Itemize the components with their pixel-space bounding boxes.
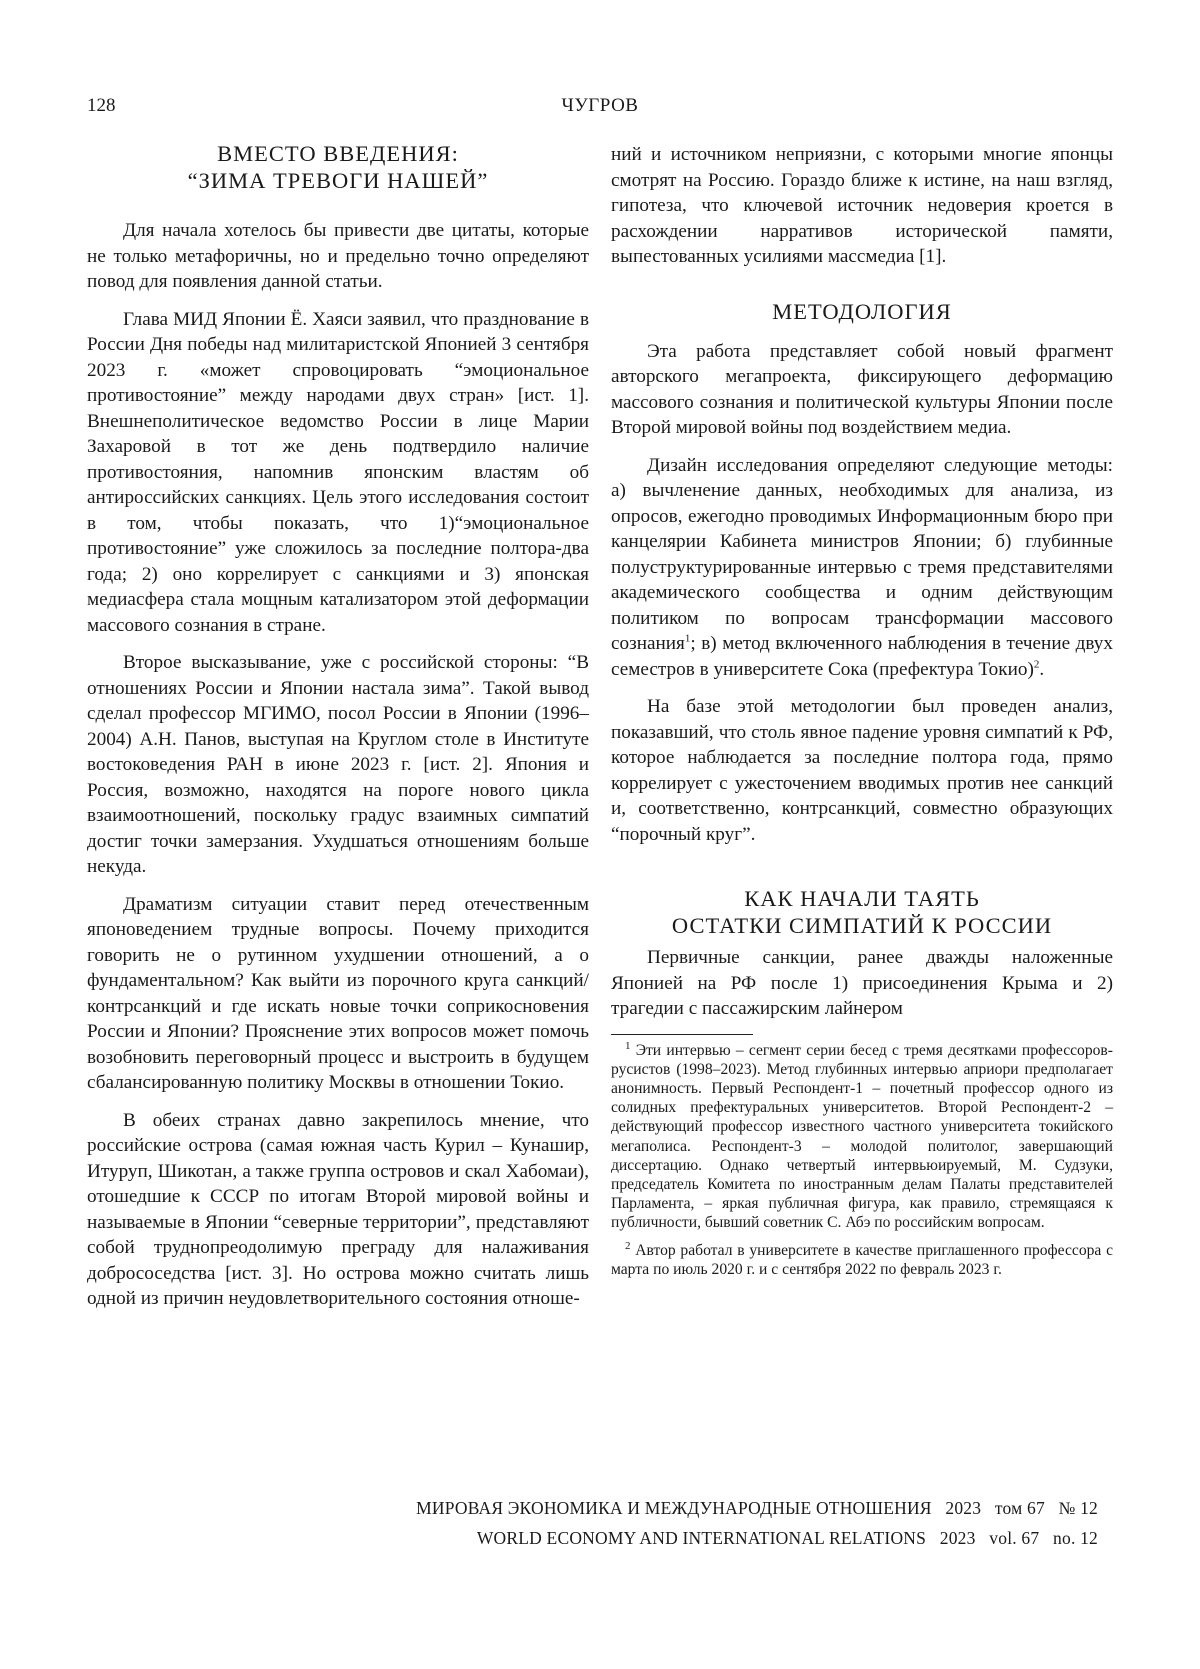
footnote-ref: 2 bbox=[1033, 658, 1040, 671]
footnote-1 bbox=[611, 1041, 1113, 1233]
paragraph: Первичные санкции, ранее дважды наложенные Японией на РФ после 1) присоединения Крыма и 2) трагедии с пассажирским лайнером bbox=[611, 947, 1113, 1019]
footnote-mark: 1 bbox=[625, 1039, 631, 1052]
paragraph bbox=[611, 453, 1113, 683]
footnote-ref: 1 bbox=[684, 632, 691, 645]
paragraph-continued: ний и источником неприязни, с которыми многие японцы смотрят на Россию. Гораздо ближе к истине, на наш взгляд, гипотеза, что ключевой источник недоверия кроется в расхождении нарративов исторической памяти, выпестованных усилиями массмедиа [1]. bbox=[611, 144, 1113, 267]
paragraph: Глава МИД Японии Ё. Хаяси заявил, что празднование в России Дня победы над милитаристской Японией 3 сентября 2023 г. «может спровоцировать “эмоциональное противостояние” между народами двух стран» [ист. 1]. Внешнеполитическое ведомство России в лице Марии Захаровой в тот же день подтвердило наличие противостояния, напомнив японским властям об антироссийских санкциях. Цель этого исследования состоит в том, чтобы показать, что 1)“эмоциональное противостояние” уже сложилось за последние полтора-два года; 2) оно коррелирует с санкциями и 3) японская медиасфера стала мощным катализатором этой деформации массового сознания в стране. bbox=[87, 308, 589, 636]
paragraph-text: . bbox=[1039, 658, 1045, 680]
paragraph: Второе высказывание, уже с российской стороны: “В отношениях России и Японии настала зима”. Такой вывод сделал профессор МГИМО, посол России в Японии (1996–2004) А.Н. Панов, выступая на Круглом столе в Институте востоковедения РАН в июне 2023 г. [ист. 2]. Япония и Россия, возможно, находятся на пороге нового цикла взаимоотношений, поскольку градус взаимных симпатий достиг точки замерзания. Ухудшаться отношениям больше некуда. bbox=[87, 652, 589, 877]
left-column bbox=[87, 140, 589, 1324]
paragraph-text: ; в) метод включенного наблюдения в течение двух семестров в университете Сока (префектура Токио) bbox=[611, 633, 1113, 680]
footnote-text: Автор работал в университете в качестве приглашенного профессора с марта по июль 2020 г. и с сентября 2022 по февраль 2023 г. bbox=[611, 1241, 1113, 1278]
journal-title-ru: МИРОВАЯ ЭКОНОМИКА И МЕЖДУНАРОДНЫЕ ОТНОШЕНИЯ 2023 том 67 № 12 bbox=[416, 1498, 1098, 1518]
section-title-line: КАК НАЧАЛИ ТАЯТЬ bbox=[744, 886, 980, 911]
paragraph: Драматизм ситуации ставит перед отечественным японоведением трудные вопросы. Почему приходится говорить не о рутинном ухудшении отношений, а о фундаментальном? Как выйти из порочного круга санкций/контрсанкций и где искать новые точки соприкосновения России и Японии? Прояснение этих вопросов может помочь возобновить переговорный процесс и выстроить в будущем сбалансированную политику Москвы в отношении Токио. bbox=[87, 893, 589, 1093]
section-title-line: “ЗИМА ТРЕВОГИ НАШЕЙ” bbox=[187, 168, 489, 193]
section-title-intro bbox=[87, 140, 589, 194]
section-title-line: ОСТАТКИ СИМПАТИЙ К РОССИИ bbox=[671, 913, 1053, 938]
paragraph: В обеих странах давно закрепилось мнение, что российские острова (самая южная часть Курил – Кунашир, Итуруп, Шикотан, а также группа островов и скал Хабомаи), отошедшие к СССР по итогам Второй мировой войны и называемые в Японии “северные территории”, представляют собой труднопреодолимую преграду для налаживания добрососедства [ист. 3]. Но острова можно считать лишь одной из причин неудовлетворительного состояния отноше- bbox=[87, 1109, 589, 1309]
page-number: 128 bbox=[87, 95, 116, 116]
section-title-line: ВМЕСТО ВВЕДЕНИЯ: bbox=[217, 141, 459, 166]
footnote-text: Эти интервью – сегмент серии бесед с тремя десятками профессоров-русистов (1998–2023). Метод глубинных интервью априори предполагает анонимность. Первый Респондент-1 – почетный профессор одного из солидных префектуральных университетов. Второй Респондент-2 – действующий профессор известного частного университета токийского мегаполиса. Респондент-3 – молодой политолог, завершающий диссертацию. Однако четвертый интервьюируемый, М. Судзуки, председатель Комитета по иностранным делам Палаты представителей Парламента, – яркая публичная фигура, как правило, стремящаяся к публичности, бывший советник С. Абэ по российским вопросам. bbox=[611, 1041, 1113, 1232]
section-title-sanctions bbox=[611, 885, 1113, 939]
footnote-2 bbox=[611, 1241, 1113, 1279]
right-column bbox=[611, 142, 1113, 1287]
running-head: ЧУГРОВ bbox=[561, 95, 639, 116]
footnote-separator bbox=[611, 1034, 753, 1035]
section-title-methodology: МЕТОДОЛОГИЯ bbox=[772, 298, 952, 324]
journal-title-en: WORLD ECONOMY AND INTERNATIONAL RELATIONS 2023 vol. 67 no. 12 bbox=[476, 1528, 1098, 1548]
paragraph-text: Дизайн исследования определяют следующие методы: а) вычленение данных, необходимых для анализа, из опросов, ежегодно проводимых Информационным бюро при канцелярии Кабинета министров Японии; б) глубинные полуструктурированные интервью с тремя представителями академического сообщества и одним действующим политиком по вопросам трансформации массового сознания bbox=[611, 454, 1113, 654]
paragraph: Для начала хотелось бы привести две цитаты, которые не только метафоричны, но и предельно точно определяют повод для появления данной статьи. bbox=[87, 220, 589, 292]
paragraph: Эта работа представляет собой новый фрагмент авторского мегапроекта, фиксирующего деформацию массового сознания и политической культуры Японии после Второй мировой войны под воздействием медиа. bbox=[611, 340, 1113, 438]
paragraph: На базе этой методологии был проведен анализ, показавший, что столь явное падение уровня симпатий к РФ, которое наблюдается за последние полтора года, прямо коррелирует с ужесточением вводимых против нее санкций и, соответственно, контрсанкций, совместно образующих “порочный круг”. bbox=[611, 696, 1113, 845]
footnote-mark: 2 bbox=[625, 1239, 631, 1252]
